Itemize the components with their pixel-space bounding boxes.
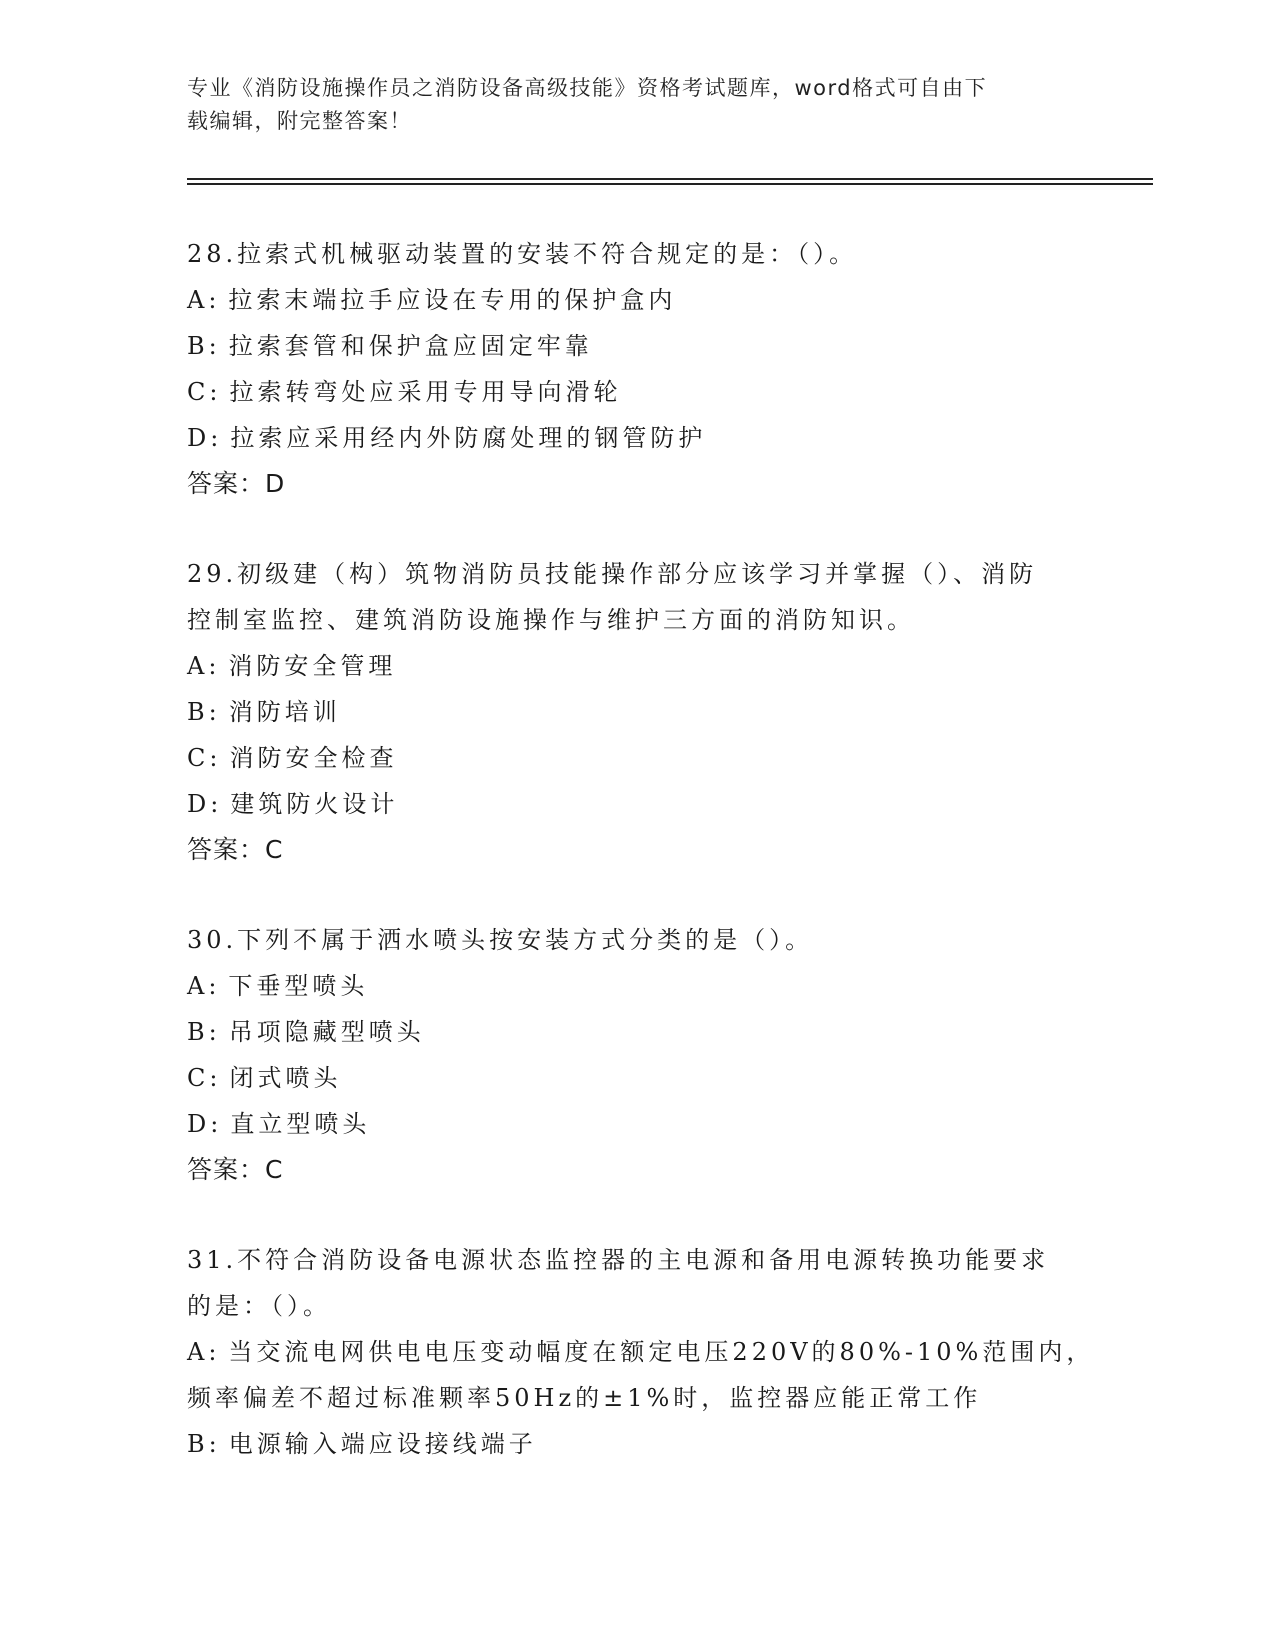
question-29: [187, 551, 1087, 873]
header-line-1: 专业《消防设施操作员之消防设备高级技能》资格考试题库，word格式可自由下: [187, 76, 988, 100]
header-divider-bottom: [187, 183, 1153, 185]
option-text: 当交流电网供电电压变动幅度在额定电压220V的80%-10%范围内，: [228, 1338, 1095, 1366]
question-stem-continued: 控制室监控、建筑消防设施操作与维护三方面的消防知识。: [187, 606, 915, 634]
question-28: [187, 231, 1087, 507]
option-text: 拉索应采用经内外防腐处理的钢管防护: [230, 424, 707, 452]
option-c: [187, 735, 1087, 781]
option-a: [187, 963, 1087, 1009]
header-line-2: 载编辑，附完整答案！: [187, 109, 412, 133]
option-a-continued: 频率偏差不超过标准颗率50Hz的±1%时，监控器应能正常工作: [187, 1384, 982, 1412]
option-d: [187, 1101, 1087, 1147]
option-text: 拉索套管和保护盒应固定牢靠: [228, 332, 593, 360]
question-list: [187, 231, 1095, 1511]
option-b: [187, 689, 1087, 735]
question-stem-continued: 的是：（）。: [187, 1292, 331, 1320]
option-label: B:: [187, 1430, 221, 1458]
option-text: 消防安全管理: [228, 652, 397, 680]
option-label: B:: [187, 332, 221, 360]
option-label: A:: [187, 652, 221, 680]
option-text: 直立型喷头: [230, 1110, 371, 1138]
option-label: D:: [187, 790, 223, 818]
question-30: [187, 917, 1087, 1193]
option-a: [187, 277, 1087, 323]
option-label: C:: [187, 1064, 222, 1092]
option-b: [187, 1421, 1087, 1467]
option-label: B:: [187, 698, 221, 726]
answer: 答案：D: [187, 469, 286, 498]
answer: 答案：C: [187, 835, 284, 864]
option-text: 拉索转弯处应采用专用导向滑轮: [229, 378, 622, 406]
option-b: [187, 1009, 1087, 1055]
option-label: A:: [187, 1338, 221, 1366]
option-label: A:: [187, 972, 221, 1000]
option-c: [187, 369, 1087, 415]
option-d: [187, 781, 1087, 827]
option-text: 拉索末端拉手应设在专用的保护盒内: [228, 286, 677, 314]
option-text: 电源输入端应设接线端子: [228, 1430, 537, 1458]
option-label: D:: [187, 1110, 223, 1138]
option-label: B:: [187, 1018, 221, 1046]
question-stem: 29.初级建（构）筑物消防员技能操作部分应该学习并掌握（）、消防: [187, 560, 1038, 588]
question-31: [187, 1237, 1095, 1467]
option-label: D:: [187, 424, 223, 452]
option-text: 消防安全检查: [229, 744, 398, 772]
option-text: 下垂型喷头: [228, 972, 369, 1000]
header-divider-top: [187, 178, 1153, 180]
option-b: [187, 323, 1087, 369]
option-text: 建筑防火设计: [230, 790, 399, 818]
option-a: [187, 643, 1087, 689]
option-a: [187, 1329, 1095, 1375]
option-label: C:: [187, 744, 222, 772]
question-stem: 28.拉索式机械驱动装置的安装不符合规定的是：（）。: [187, 240, 858, 268]
answer: 答案：C: [187, 1155, 284, 1184]
option-text: 闭式喷头: [229, 1064, 342, 1092]
document-header: [187, 72, 1087, 138]
option-label: A:: [187, 286, 221, 314]
option-label: C:: [187, 378, 222, 406]
option-c: [187, 1055, 1087, 1101]
option-d: [187, 415, 1087, 461]
option-text: 吊项隐藏型喷头: [228, 1018, 425, 1046]
question-stem: 31.不符合消防设备电源状态监控器的主电源和备用电源转换功能要求: [187, 1246, 1050, 1274]
option-text: 消防培训: [228, 698, 341, 726]
question-stem: 30.下列不属于洒水喷头按安装方式分类的是（）。: [187, 926, 814, 954]
